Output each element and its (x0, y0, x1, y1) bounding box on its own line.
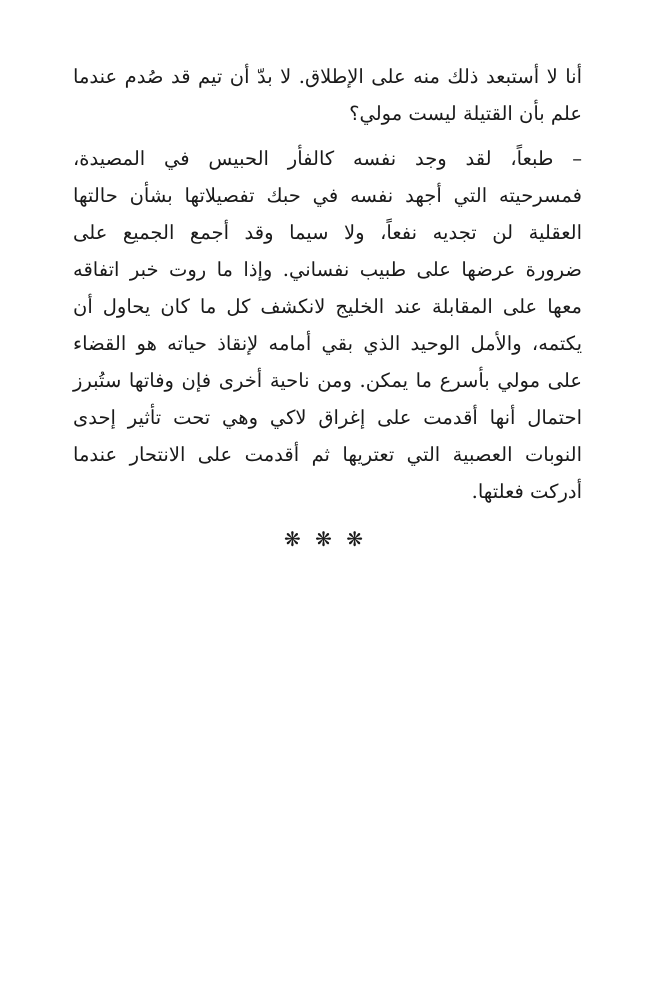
text-line: العقلية لن تجديه نفعاً، ولا سيما وقد أجمع الجميع على (73, 221, 582, 244)
paragraph-gap (73, 132, 582, 140)
page-body (73, 58, 582, 510)
text-line: النوبات العصبية التي تعتريها ثم أقدمت على الانتحار عندما (73, 443, 582, 466)
text-line: احتمال أنها أقدمت على إغراق لاكي وهي تحت تأثير إحدى (73, 406, 582, 429)
text-line: ضرورة عرضها على طبيب نفساني. وإذا ما روت خبر اتفاقه (73, 258, 582, 281)
text-line: على مولي بأسرع ما يمكن. ومن ناحية أخرى فإن وفاتها ستُبرز (73, 369, 582, 392)
text-line: أدركت فعلتها. (471, 480, 582, 503)
text-line: – طبعاً، لقد وجد نفسه كالفأر الحبيس في المصيدة، (73, 147, 582, 170)
text-line: علم بأن القتيلة ليست مولي؟ (349, 102, 582, 125)
text-line: فمسرحيته التي أجهد نفسه في حبك تفصيلاتها بشأن حالتها (73, 184, 582, 207)
text-line: معها على المقابلة عند الخليج لانكشف كل ما كان يحاول أن (73, 295, 582, 318)
text-line: يكتمه، والأمل الوحيد الذي بقي أمامه لإنقاذ حياته هو القضاء (73, 332, 582, 355)
text-line: أنا لا أستبعد ذلك منه على الإطلاق. لا بدّ أن تيم قد صُدم عندما (73, 65, 582, 88)
paragraph-1 (73, 58, 582, 132)
section-separator: ❋ ❋ ❋ (284, 527, 367, 551)
paragraph-2 (73, 140, 582, 510)
